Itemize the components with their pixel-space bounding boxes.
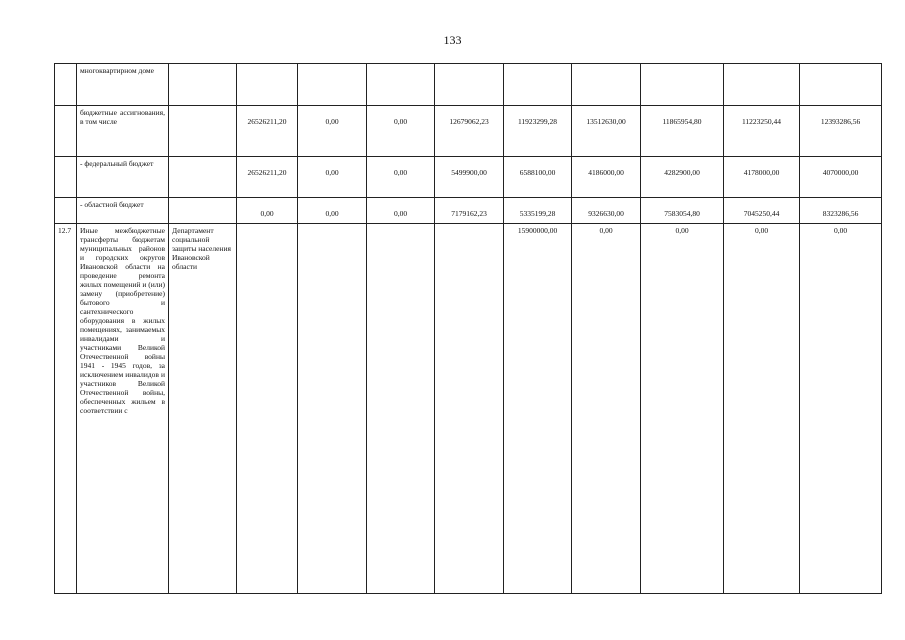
value-cell: 0,00 xyxy=(298,157,367,198)
value-cell: 0,00 xyxy=(237,198,298,224)
row-executor xyxy=(169,64,237,106)
value-cell: 8323286,56 xyxy=(800,198,882,224)
value-cell: 0,00 xyxy=(572,224,641,594)
value-cell: 6588100,00 xyxy=(504,157,572,198)
table-row xyxy=(55,106,882,157)
value-cell: 0,00 xyxy=(367,157,435,198)
table-row xyxy=(55,198,882,224)
value-cell: 0,00 xyxy=(800,224,882,594)
value-cell xyxy=(237,224,298,594)
row-name: Иные межбюджетные трансферты бюджетам муниципальных районов и городских округов Ивановской области на проведение ремонта жилых помещений и (или) замену (приобретение) бытового и сантехнического оборудования в жилых помещениях, занимаемых инвалидами и участниками Великой Отечественной войны 1941 - 1945 годов, за исключением инвалидов и участников Великой Отечественной войны, обеспеченных жильем в соответствии с xyxy=(77,224,169,594)
value-cell: 0,00 xyxy=(298,198,367,224)
value-cell xyxy=(367,64,435,106)
value-cell: 0,00 xyxy=(298,106,367,157)
value-cell xyxy=(724,64,800,106)
budget-table xyxy=(54,63,882,594)
row-name: многоквартирном доме xyxy=(77,64,169,106)
value-cell: 13512630,00 xyxy=(572,106,641,157)
value-cell: 26526211,20 xyxy=(237,106,298,157)
value-cell: 7045250,44 xyxy=(724,198,800,224)
row-code xyxy=(55,157,77,198)
row-executor: Департамент социальной защиты населения Ивановской области xyxy=(169,224,237,594)
value-cell xyxy=(298,64,367,106)
value-cell: 15900000,00 xyxy=(504,224,572,594)
value-cell: 0,00 xyxy=(641,224,724,594)
value-cell xyxy=(435,64,504,106)
row-code xyxy=(55,64,77,106)
value-cell xyxy=(800,64,882,106)
table-row xyxy=(55,157,882,198)
row-executor xyxy=(169,157,237,198)
value-cell: 11223250,44 xyxy=(724,106,800,157)
row-code xyxy=(55,198,77,224)
value-cell: 12679062,23 xyxy=(435,106,504,157)
value-cell: 26526211,20 xyxy=(237,157,298,198)
row-name: - областной бюджет xyxy=(77,198,169,224)
value-cell xyxy=(435,224,504,594)
value-cell: 0,00 xyxy=(367,198,435,224)
value-cell: 5335199,28 xyxy=(504,198,572,224)
value-cell xyxy=(298,224,367,594)
value-cell: 11923299,28 xyxy=(504,106,572,157)
value-cell: 11865954,80 xyxy=(641,106,724,157)
value-cell: 5499900,00 xyxy=(435,157,504,198)
row-executor xyxy=(169,106,237,157)
row-code xyxy=(55,106,77,157)
row-executor xyxy=(169,198,237,224)
value-cell: 4282900,00 xyxy=(641,157,724,198)
value-cell: 7583054,80 xyxy=(641,198,724,224)
table-row xyxy=(55,64,882,106)
value-cell: 4178000,00 xyxy=(724,157,800,198)
value-cell xyxy=(641,64,724,106)
table-row xyxy=(55,224,882,594)
row-name: - федеральный бюджет xyxy=(77,157,169,198)
value-cell: 9326630,00 xyxy=(572,198,641,224)
page-number: 133 xyxy=(443,33,462,47)
value-cell xyxy=(237,64,298,106)
value-cell: 0,00 xyxy=(724,224,800,594)
value-cell xyxy=(572,64,641,106)
value-cell: 0,00 xyxy=(367,106,435,157)
row-name: бюджетные ассигнования, в том числе xyxy=(77,106,169,157)
value-cell: 4070000,00 xyxy=(800,157,882,198)
value-cell: 7179162,23 xyxy=(435,198,504,224)
value-cell xyxy=(367,224,435,594)
row-code: 12.7 xyxy=(55,224,77,594)
value-cell: 4186000,00 xyxy=(572,157,641,198)
value-cell: 12393286,56 xyxy=(800,106,882,157)
value-cell xyxy=(504,64,572,106)
